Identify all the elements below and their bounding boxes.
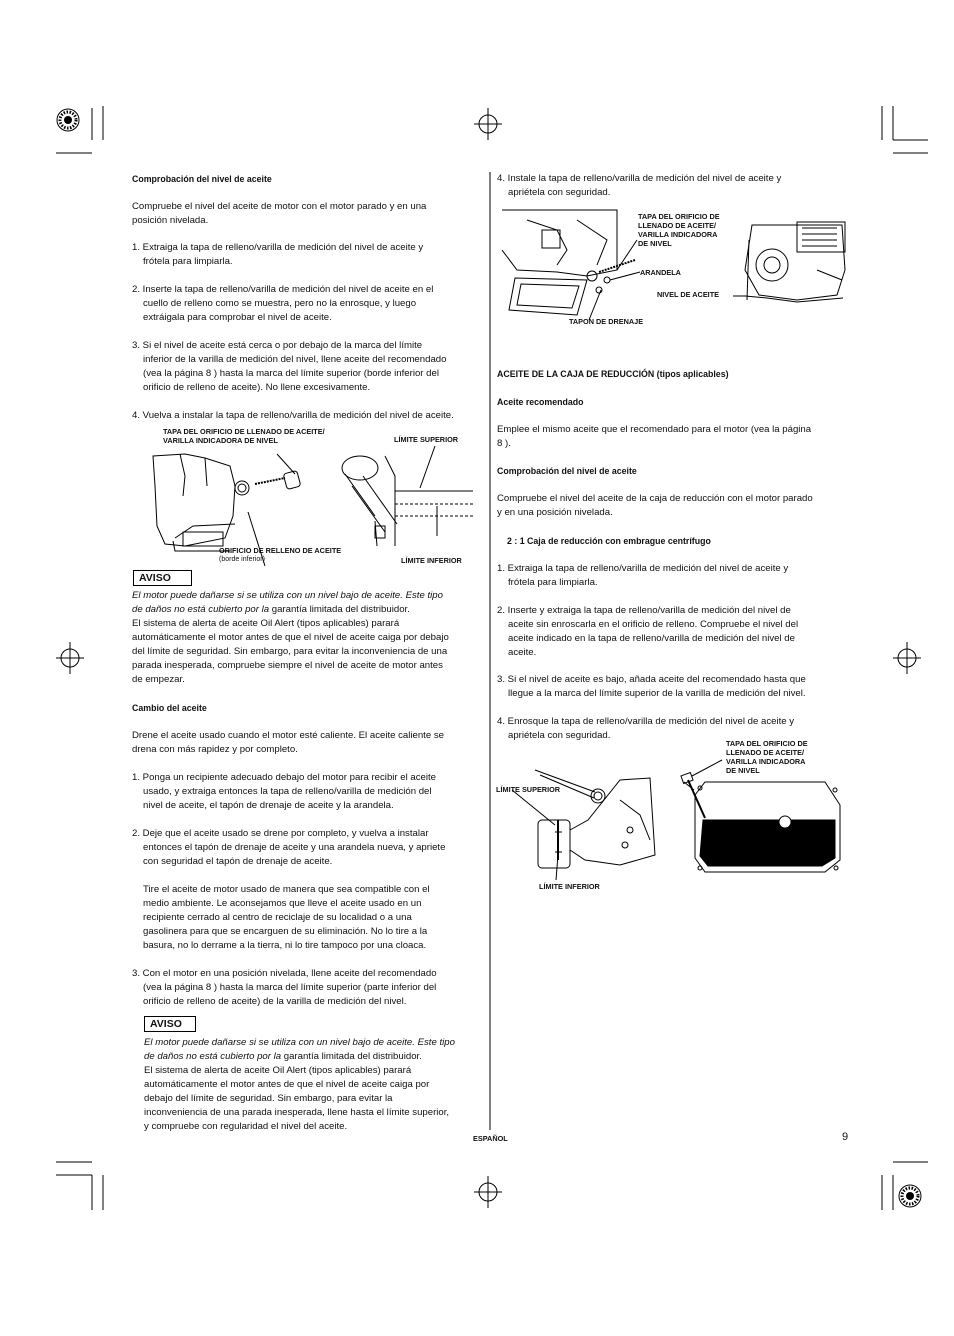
- oil-change-heading: Cambio del aceite: [132, 703, 207, 713]
- oil-change-note-4: gasolinera para que se encarguen de su eliminación. No lo tire a la: [143, 926, 428, 937]
- reduction-step-4-cont: apriétela con seguridad.: [508, 730, 611, 741]
- aviso-2-text-2: automáticamente el motor antes de que el nivel de aceite caiga por: [144, 1079, 430, 1090]
- oil-change-step-3: 3. Con el motor en una posición nivelada, llene aceite del recomendado: [132, 968, 437, 979]
- oil-change-note-3: recipiente cerrado al centro de reciclaje de su localidad o a una: [143, 912, 412, 923]
- aviso-2-line2: [144, 1050, 422, 1064]
- fig2-engine-drawing: [497, 210, 857, 320]
- aviso-2-text-4: inconveniencia de una parada inesperada, llene hasta el límite superior,: [144, 1107, 450, 1118]
- fig3-cap: TAPA DEL ORIFICIO DE: [726, 739, 808, 748]
- aviso-1-italic: El motor puede dañarse si se utiliza con un nivel bajo de aceite. Este tipo: [132, 590, 443, 601]
- oil-check-step-3-cont: inferior de la varilla de medición del nivel, llene aceite del recomendado: [143, 354, 447, 365]
- registration-starburst-bottom-right: [899, 1185, 921, 1207]
- reduction-rec-2: 8 ).: [497, 438, 511, 449]
- oil-change-step-2-cont2: con seguridad el tapón de drenaje de aceite.: [143, 856, 333, 867]
- oil-check-step-1-cont: frótela para limpiarla.: [143, 256, 233, 267]
- fig1-upper-limit: LÍMITE SUPERIOR: [394, 435, 459, 444]
- oil-change-step-2-cont: entonces el tapón de drenaje de aceite y una arandela nueva, y apriete: [143, 842, 446, 853]
- oil-check-step-1: 1. Extraiga la tapa de relleno/varilla de medición del nivel de aceite y: [132, 242, 424, 253]
- oil-check-intro-2: posición nivelada.: [132, 215, 209, 226]
- oil-check-step-2: 2. Inserte la tapa de relleno/varilla de medición del nivel de aceite en el: [132, 284, 434, 295]
- fig1-filler-sub: (borde inferior): [219, 556, 265, 563]
- reduction-step-2-cont3: aceite.: [508, 647, 537, 658]
- reduction-step-1: 1. Extraiga la tapa de relleno/varilla de medición del nivel de aceite y: [497, 563, 789, 574]
- reduction-rec: Emplee el mismo aceite que el recomendado para el motor (vea la página: [497, 424, 812, 435]
- aviso-1-text-3: del límite de seguridad. Sin embargo, para evitar la inconveniencia de una: [132, 646, 448, 657]
- fig2-cap: TAPA DEL ORIFICIO DE: [638, 212, 720, 221]
- right-step-4-cont: apriétela con seguridad.: [508, 187, 611, 198]
- aviso-2-text-5: y compruebe con regularidad el nivel del aceite.: [144, 1121, 348, 1132]
- aviso-1-line2: [132, 603, 410, 617]
- fig1-lower-limit: LÍMITE INFERIOR: [401, 556, 462, 565]
- fig3-cap-2: LLENADO DE ACEITE/: [726, 748, 804, 757]
- oil-check-step-3-cont2: (vea la página 8 ) hasta la marca del límite superior (borde inferior del: [143, 368, 439, 379]
- fig1-filler-label: ORIFICIO DE RELLENO DE ACEITE: [219, 546, 342, 555]
- oil-change-step-3-cont: (vea la página 8 ) hasta la marca del límite superior (parte inferior del: [143, 982, 437, 993]
- reduction-step-2-cont2: aceite indicado en la tapa de relleno/varilla de medición del nivel de: [508, 633, 795, 644]
- reduction-sub-2: Comprobación del nivel de aceite: [497, 466, 637, 476]
- oil-check-step-2-cont2: extráigala para comprobar el nivel de aceite.: [143, 312, 332, 323]
- aviso-2-normal-2: garantía limitada del distribuidor.: [281, 1051, 422, 1062]
- reduction-step-3: 3. Si el nivel de aceite es bajo, añada aceite del recomendado hasta que: [497, 674, 806, 685]
- reduction-heading: ACEITE DE LA CAJA DE REDUCCIÓN (tipos aplicables): [497, 369, 729, 379]
- fig1-cap-label-2: VARILLA INDICADORA DE NIVEL: [163, 436, 278, 445]
- reduction-step-2: 2. Inserte y extraiga la tapa de relleno/varilla de medición del nivel de: [497, 605, 791, 616]
- reduction-sub-1: Aceite recomendado: [497, 397, 584, 407]
- oil-change-step-1-cont: usado, y extraiga entonces la tapa de relleno/varilla de medición del: [143, 786, 432, 797]
- oil-check-heading: Comprobación del nivel de aceite: [132, 174, 272, 184]
- oil-check-intro: Compruebe el nivel del aceite de motor con el motor parado y en una: [132, 201, 427, 212]
- aviso-1-text-5: de empezar.: [132, 674, 185, 685]
- oil-change-note-2: medio ambiente. Le aconsejamos que lleve el aceite usado en un: [143, 898, 422, 909]
- fig2-washer: ARANDELA: [640, 268, 681, 277]
- aviso-2-text: El sistema de alerta de aceite Oil Alert (tipos aplicables) parará: [144, 1065, 412, 1076]
- reduction-sub-3: 2 : 1 Caja de reducción con embrague centrífugo: [507, 536, 711, 546]
- reduction-step-1-cont: frótela para limpiarla.: [508, 577, 598, 588]
- fig3-case-drawing: [500, 757, 850, 880]
- fig2-level: NIVEL DE ACEITE: [657, 290, 720, 299]
- aviso-1-text: El sistema de alerta de aceite Oil Alert (tipos aplicables) parará: [132, 618, 400, 629]
- fig2-drain: TAPON DE DRENAJE: [569, 317, 644, 326]
- page-number: 9: [842, 1131, 849, 1143]
- fig3-lower: LÍMITE INFERIOR: [539, 882, 600, 891]
- footer-language: ESPAÑOL: [473, 1134, 508, 1143]
- oil-change-step-3-cont2: orificio de relleno de aceite) de la varilla de medición del nivel.: [143, 996, 407, 1007]
- fig3-cap-3: VARILLA INDICADORA: [726, 757, 806, 766]
- oil-check-step-4: 4. Vuelva a instalar la tapa de relleno/varilla de medición del nivel de aceite.: [132, 410, 454, 421]
- oil-check-step-2-cont: cuello de relleno como se muestra, pero no la enrosque, y luego: [143, 298, 417, 309]
- reduction-step-3-cont: llegue a la marca del límite superior de la varilla de medición del nivel.: [508, 688, 806, 699]
- fig1-engine-drawing: [145, 446, 485, 556]
- fig1-cap-label: TAPA DEL ORIFICIO DE LLENADO DE ACEITE/: [163, 427, 325, 436]
- aviso-1-text-4: parada inesperada, compruebe siempre el nivel de aceite de motor antes: [132, 660, 443, 671]
- oil-change-intro: Drene el aceite usado cuando el motor esté caliente. El aceite caliente se: [132, 730, 444, 741]
- aviso-2-italic-2: de daños no está cubierto por la: [144, 1051, 282, 1062]
- oil-change-note-5: basura, no lo derrame a la tierra, ni lo tire tampoco por una cloaca.: [143, 940, 427, 951]
- aviso-badge-2: AVISO: [144, 1016, 196, 1032]
- fig3-cap-4: DE NIVEL: [726, 766, 760, 775]
- reduction-step-2-cont: aceite sin enroscarla en el orificio de relleno. Compruebe el nivel del: [508, 619, 799, 630]
- right-step-4: 4. Instale la tapa de relleno/varilla de medición del nivel de aceite y: [497, 173, 782, 184]
- oil-change-step-1-cont2: nivel de aceite, el tapón de drenaje de aceite y la arandela.: [143, 800, 394, 811]
- fig3-upper: LÍMITE SUPERIOR: [496, 785, 561, 794]
- oil-change-intro-2: drena con más rapidez y por completo.: [132, 744, 298, 755]
- oil-change-step-1: 1. Ponga un recipiente adecuado debajo del motor para recibir el aceite: [132, 772, 437, 783]
- oil-check-step-3-cont3: orificio de relleno de aceite). No llene excesivamente.: [143, 382, 371, 393]
- oil-change-step-2: 2. Deje que el aceite usado se drene por completo, y vuelva a instalar: [132, 828, 429, 839]
- registration-starburst-top-left: [57, 109, 79, 131]
- aviso-1-normal-2: garantía limitada del distribuidor.: [269, 604, 410, 615]
- oil-change-note: Tire el aceite de motor usado de manera que sea compatible con el: [143, 884, 430, 895]
- fig2-cap-4: DE NIVEL: [638, 239, 672, 248]
- reduction-step-4: 4. Enrosque la tapa de relleno/varilla de medición del nivel de aceite y: [497, 716, 795, 727]
- oil-check-step-3: 3. Si el nivel de aceite está cerca o por debajo de la marca del límite: [132, 340, 423, 351]
- aviso-2-italic: El motor puede dañarse si se utiliza con un nivel bajo de aceite. Este tipo: [144, 1037, 455, 1048]
- fig2-cap-3: VARILLA INDICADORA: [638, 230, 718, 239]
- reduction-check-2: y en una posición nivelada.: [497, 507, 613, 518]
- aviso-1-italic-2: de daños no está cubierto por la: [132, 604, 270, 615]
- aviso-1-text-2: automáticamente el motor antes de que el nivel de aceite caiga por debajo: [132, 632, 449, 643]
- aviso-2-text-3: debajo del límite de seguridad. Sin embargo, para evitar la: [144, 1093, 393, 1104]
- fig2-cap-2: LLENADO DE ACEITE/: [638, 221, 716, 230]
- aviso-badge-1: AVISO: [133, 570, 192, 586]
- reduction-check: Compruebe el nivel del aceite de la caja de reducción con el motor parado: [497, 493, 813, 504]
